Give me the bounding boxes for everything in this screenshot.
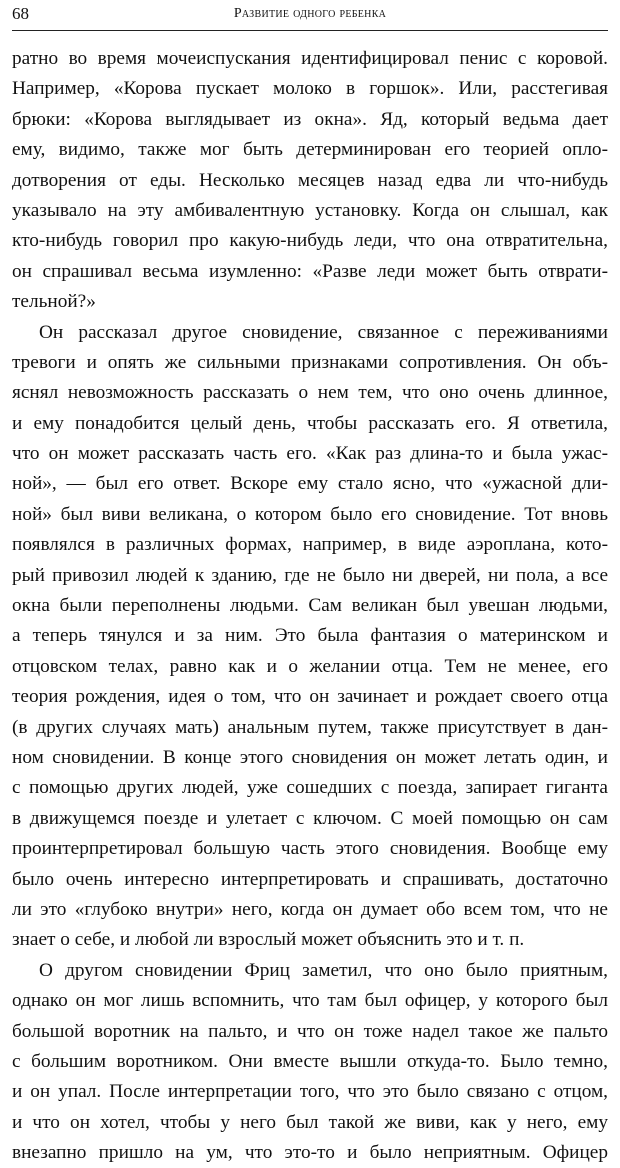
- text-line: ли это «глубоко внутри» него, когда он думает обо всем том, что не: [12, 898, 608, 920]
- running-title: Развитие одного ребенка: [233, 6, 387, 21]
- page-number: 68: [12, 4, 29, 23]
- text-line: в движущемся поезде и улетает с ключом. С моей помощью он сам: [12, 807, 608, 829]
- text-line: О другом сновидении Фриц заметил, что оно было приятным,: [39, 959, 608, 981]
- text-line: появлялся в различных формах, например, в виде аэроплана, кото-: [12, 534, 608, 556]
- text-line: брюки: «Корова выглядывает из окна». Яд, который ведьма дает: [12, 108, 608, 130]
- paragraph: [12, 956, 608, 1168]
- text-line: с большим воротником. Они вместе вышли откуда-то. Было темно,: [12, 1050, 608, 1072]
- text-line: с помощью других людей, уже сошедших с поезда, запирает гиганта: [12, 777, 608, 799]
- text-line: большой воротник на пальто, и что он тоже надел такое же пальто: [12, 1020, 608, 1042]
- text-line: кто-нибудь говорил про какую-нибудь леди, что она отвратительна,: [12, 230, 608, 252]
- text-line: и ему понадобится целый день, чтобы рассказать его. Я ответила,: [12, 412, 608, 434]
- text-line: проинтерпретировал большую часть этого сновидения. Вообще ему: [12, 838, 608, 860]
- text-line: тревоги и опять же сильными признаками сопротивления. Он объ-: [12, 351, 608, 373]
- page-header: [12, 2, 608, 28]
- text-line: дотворения от еды. Несколько месяцев назад едва ли что-нибудь: [12, 169, 608, 191]
- paragraph: [12, 44, 608, 318]
- text-line: знает о себе, и любой ли взрослый может объяснить это и т. п.: [12, 929, 525, 951]
- text-line: яснял невозможность рассказать о нем тем, что оно очень длинное,: [12, 382, 608, 404]
- text-line: окна были переполнены людьми. Сам великан был увешан людьми,: [12, 595, 608, 617]
- text-line: Например, «Корова пускает молоко в горшок». Или, расстегивая: [12, 78, 608, 100]
- paragraph: [12, 318, 608, 956]
- text-line: (в других случаях мать) анальным путем, также присутствует в дан-: [12, 716, 608, 738]
- text-line: и он упал. После интерпретации того, что это было связано с отцом,: [12, 1081, 608, 1103]
- text-line: а теперь тянулся и за ним. Это была фантазия о материнском и: [12, 625, 608, 647]
- text-line: что он может рассказать часть его. «Как раз длина-то и была ужас-: [12, 443, 608, 465]
- text-line: рый привозил людей к зданию, где не было ни дверей, ни пола, а все: [12, 564, 608, 586]
- text-line: и что он хотел, чтобы у него был такой же виви, как у него, ему: [12, 1111, 608, 1133]
- text-line: однако он мог лишь вспомнить, что там был офицер, у которого был: [12, 990, 608, 1012]
- body-text: [12, 44, 608, 1168]
- text-line: ной», — был его ответ. Вскоре ему стало ясно, что «ужасной дли-: [12, 473, 608, 495]
- text-line: он спрашивал весьма изумленно: «Разве леди может быть отврати-: [12, 260, 608, 282]
- text-line: ном сновидении. В конце этого сновидения он может летать один, и: [12, 746, 608, 768]
- text-line: ратно во время мочеиспускания идентифицировал пенис с коровой.: [12, 48, 608, 69]
- text-line: тельной?»: [12, 291, 96, 313]
- text-line: ему, видимо, также мог быть детерминирован его теорией опло-: [12, 139, 608, 161]
- text-line: указывало на эту амбивалентную установку. Когда он слышал, как: [12, 199, 608, 221]
- text-line: Он рассказал другое сновидение, связанное с переживаниями: [39, 321, 608, 343]
- text-line: внезапно пришло на ум, что это-то и было неприятным. Офицер: [12, 1142, 608, 1164]
- header-rule: [12, 30, 608, 31]
- text-line: теория рождения, идея о том, что он зачинает и рождает своего отца: [12, 686, 608, 708]
- text-line: ной» был виви великана, о котором было его сновидение. Тот вновь: [12, 503, 608, 525]
- text-line: было очень интересно интерпретировать и спрашивать, достаточно: [12, 868, 608, 890]
- text-line: отцовском телах, равно как и о желании отца. Тем не менее, его: [12, 655, 608, 677]
